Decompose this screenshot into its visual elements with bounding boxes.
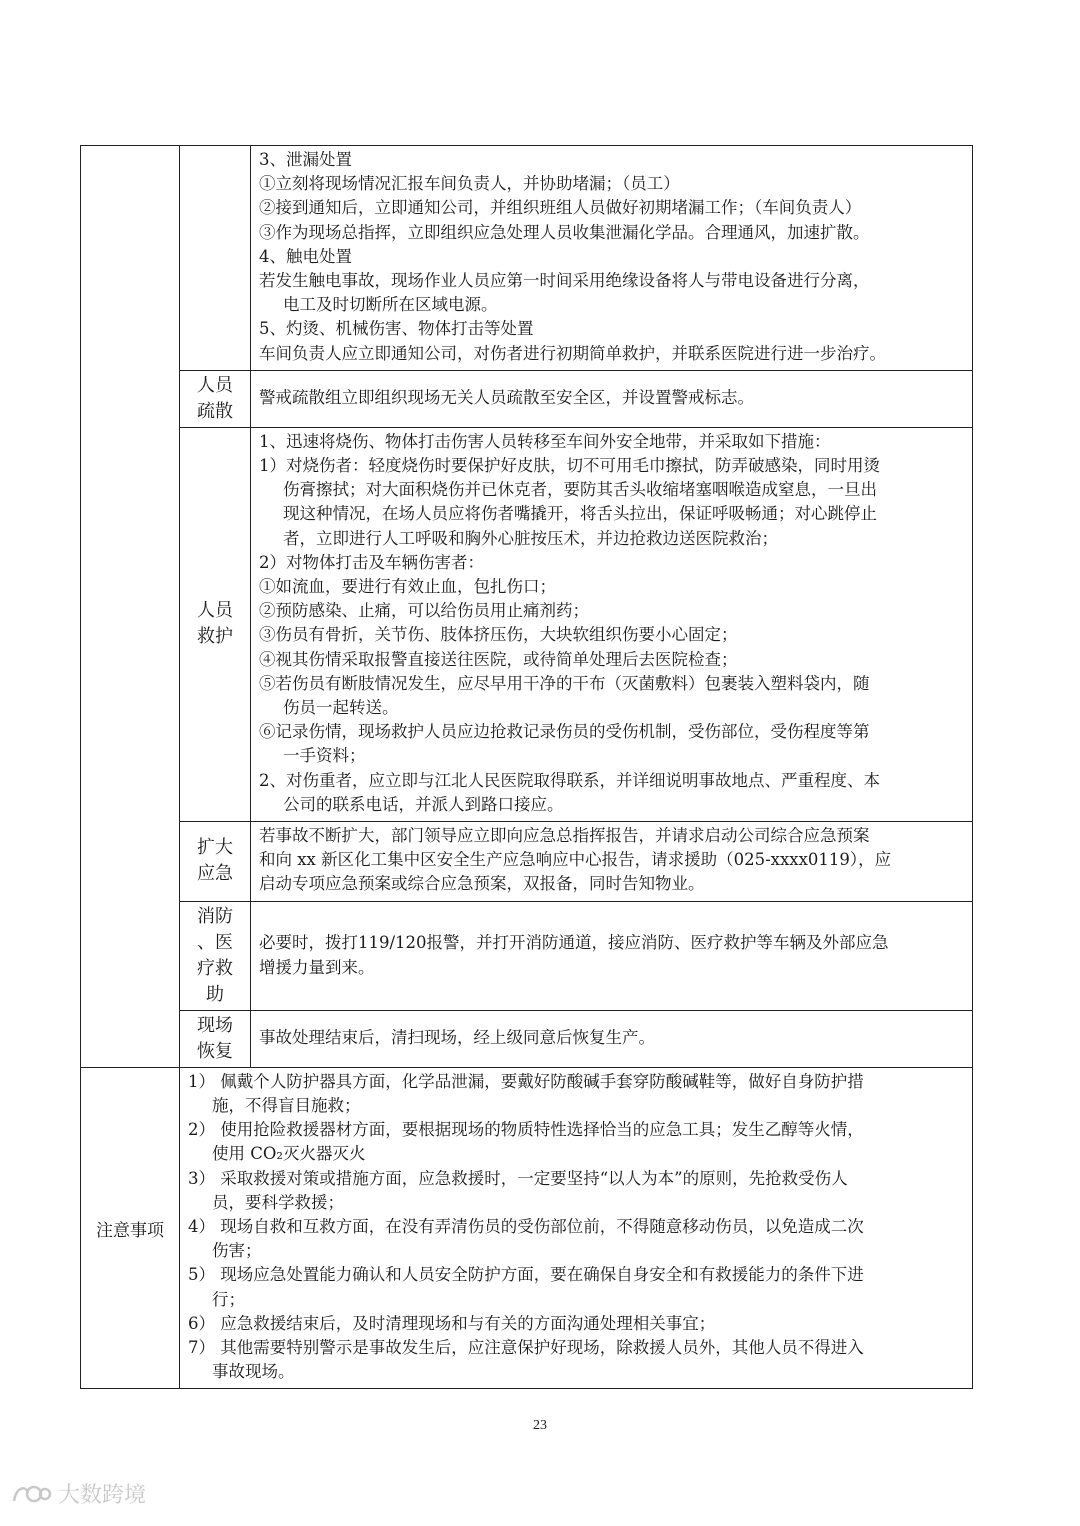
row-label-line: 现场 bbox=[197, 1014, 233, 1036]
row-label-line: 人员 bbox=[197, 600, 233, 622]
row-label bbox=[180, 427, 251, 821]
text-line: ①立刻将现场情况汇报车间负责人，并协助堵漏；（员工） bbox=[259, 174, 680, 194]
table-row bbox=[81, 822, 973, 902]
text-line: 现这种情况，在场人员应将伤者嘴撬开，将舌头拉出，保证呼吸畅通；对心跳停止 bbox=[283, 504, 877, 524]
row-label bbox=[180, 370, 251, 427]
text-line: 电工及时切断所在区域电源。 bbox=[283, 295, 498, 315]
text-line: 行； bbox=[212, 1289, 245, 1309]
text-line: ③作为现场总指挥，立即组织应急处理人员收集泄漏化学品。合理通风，加速扩散。 bbox=[259, 222, 870, 242]
text-line: 伤员一起转送。 bbox=[283, 698, 399, 718]
row-content bbox=[251, 427, 973, 821]
table-row bbox=[81, 901, 973, 1010]
text-line: 2） 使用抢险救援器材方面，要根据现场的物质特性选择恰当的应急工具；发生乙醇等火情， bbox=[188, 1120, 864, 1140]
empty-category-cell bbox=[81, 146, 180, 1068]
row-content bbox=[251, 822, 973, 902]
row-content bbox=[251, 146, 973, 371]
row-label bbox=[180, 822, 251, 902]
text-line: 3、泄漏处置 bbox=[259, 150, 352, 169]
watermark bbox=[10, 1478, 146, 1509]
text-line: ③伤员有骨折，关节伤、肢体挤压伤，大块软组织伤要小心固定； bbox=[259, 625, 738, 645]
text-line: 4、触电处置 bbox=[259, 246, 352, 266]
document-table-wrapper bbox=[80, 145, 973, 1389]
text-line: 必要时，拨打119/120报警，并打开消防通道，接应消防、医疗救护等车辆及外部应急 bbox=[259, 933, 889, 953]
row-label bbox=[180, 1010, 251, 1067]
text-line: 1）对烧伤者：轻度烧伤时要保护好皮肤，切不可用毛巾擦拭，防弄破感染，同时用烫 bbox=[259, 456, 880, 476]
text-line: 4） 现场自救和互救方面，在没有弄清伤员的受伤部位前，不得随意移动伤员，以免造成二次 bbox=[188, 1216, 864, 1236]
text-line: 1） 佩戴个人防护器具方面，化学品泄漏，要戴好防酸碱手套穿防酸碱鞋等，做好自身防护措 bbox=[188, 1071, 864, 1091]
row-label-line: 消防 bbox=[197, 905, 233, 927]
row-label-line: 救护 bbox=[197, 626, 233, 648]
row-label bbox=[180, 146, 251, 371]
notes-label: 注意事项 bbox=[81, 1067, 180, 1389]
row-label-line: 应急 bbox=[197, 863, 233, 885]
notes-row bbox=[81, 1067, 973, 1389]
text-line: 5） 现场应急处置能力确认和人员安全防护方面，要在确保自身安全和有救援能力的条件下进 bbox=[188, 1265, 864, 1285]
table-row bbox=[81, 427, 973, 821]
text-line: 2、对伤重者，应立即与江北人民医院取得联系，并详细说明事故地点、严重程度、本 bbox=[259, 770, 880, 790]
text-line: 公司的联系电话，并派人到路口接应。 bbox=[283, 794, 564, 814]
row-label-line: 扩大 bbox=[197, 837, 233, 859]
watermark-logo-icon bbox=[10, 1481, 52, 1507]
table-row bbox=[81, 1010, 973, 1067]
text-line: 事故现场。 bbox=[212, 1362, 295, 1382]
text-line: 事故处理结束后，清扫现场，经上级同意后恢复生产。 bbox=[259, 1027, 655, 1047]
text-line: 7） 其他需要特别警示是事故发生后，应注意保护好现场，除救援人员外，其他人员不得进入 bbox=[188, 1337, 864, 1357]
text-line: 启动专项应急预案或综合应急预案，双报备，同时告知物业。 bbox=[259, 874, 705, 894]
text-line: ②接到通知后，立即通知公司，并组织班组人员做好初期堵漏工作；（车间负责人） bbox=[259, 198, 862, 218]
text-line: ⑥记录伤情，现场救护人员应边抢救记录伤员的受伤机制，受伤部位，受伤程度等第 bbox=[259, 722, 870, 742]
text-line: 和向 xx 新区化工集中区安全生产应急响应中心报告，请求援助（025-xxxx0119），应 bbox=[259, 850, 892, 870]
row-label-line: 人员 bbox=[197, 374, 233, 396]
row-label-line: 助 bbox=[206, 983, 224, 1005]
text-line: 使用 CO₂灭火器灭火 bbox=[212, 1144, 366, 1164]
text-line: 3） 采取救援对策或措施方面，应急救援时，一定要坚持“以人为本”的原则，先抢救受伤人 bbox=[188, 1168, 848, 1188]
text-line: 者，立即进行人工呼吸和胸外心脏按压术，并边抢救边送医院救治； bbox=[283, 528, 778, 548]
text-line: 5、灼烫、机械伤害、物体打击等处置 bbox=[259, 319, 534, 339]
text-line: ①如流血，要进行有效止血，包扎伤口； bbox=[259, 577, 556, 597]
watermark-text: 大数跨境 bbox=[58, 1483, 147, 1508]
row-label-line: 恢复 bbox=[197, 1040, 233, 1062]
text-line: 员，要科学救援； bbox=[212, 1192, 344, 1212]
text-line: 施，不得盲目施救； bbox=[212, 1095, 361, 1115]
row-content bbox=[251, 1010, 973, 1067]
text-line: 车间负责人应立即通知公司，对伤者进行初期简单救护，并联系医院进行进一步治疗。 bbox=[259, 343, 886, 363]
table-row bbox=[81, 146, 973, 371]
text-line: ⑤若伤员有断肢情况发生，应尽早用干净的干布（灭菌敷料）包裹装入塑料袋内，随 bbox=[259, 673, 870, 693]
text-line: 伤害； bbox=[212, 1241, 262, 1261]
page-number: 23 bbox=[533, 1418, 547, 1433]
text-line: 若发生触电事故，现场作业人员应第一时间采用绝缘设备将人与带电设备进行分离， bbox=[259, 271, 870, 291]
row-label bbox=[180, 901, 251, 1010]
row-content bbox=[251, 370, 973, 427]
row-content bbox=[251, 901, 973, 1010]
row-label-line: 疏散 bbox=[197, 400, 233, 422]
text-line: ②预防感染、止痛，可以给伤员用止痛剂药； bbox=[259, 601, 589, 621]
table-row bbox=[81, 370, 973, 427]
text-line: 警戒疏散组立即组织现场无关人员疏散至安全区，并设置警戒标志。 bbox=[259, 387, 754, 407]
text-line: 增援力量到来。 bbox=[259, 957, 375, 977]
emergency-procedure-table bbox=[80, 145, 973, 1389]
text-line: 1、迅速将烧伤、物体打击伤害人员转移至车间外安全地带，并采取如下措施： bbox=[259, 431, 831, 451]
text-line: 6） 应急救援结束后，及时清理现场和与有关的方面沟通处理相关事宜； bbox=[188, 1313, 716, 1333]
text-line: 伤膏擦拭；对大面积烧伤并已休克者，要防其舌头收缩堵塞咽喉造成窒息，一旦出 bbox=[283, 480, 877, 500]
text-line: 一手资料； bbox=[283, 746, 366, 766]
text-line: 若事故不断扩大，部门领导应立即向应急总指挥报告，并请求启动公司综合应急预案 bbox=[259, 826, 870, 846]
row-label-line: 、医 bbox=[197, 931, 233, 953]
row-label-line: 疗救 bbox=[197, 957, 233, 979]
text-line: ④视其伤情采取报警直接送往医院，或待简单处理后去医院检查； bbox=[259, 649, 738, 669]
notes-content bbox=[180, 1067, 973, 1389]
text-line: 2）对物体打击及车辆伤害者： bbox=[259, 552, 484, 572]
